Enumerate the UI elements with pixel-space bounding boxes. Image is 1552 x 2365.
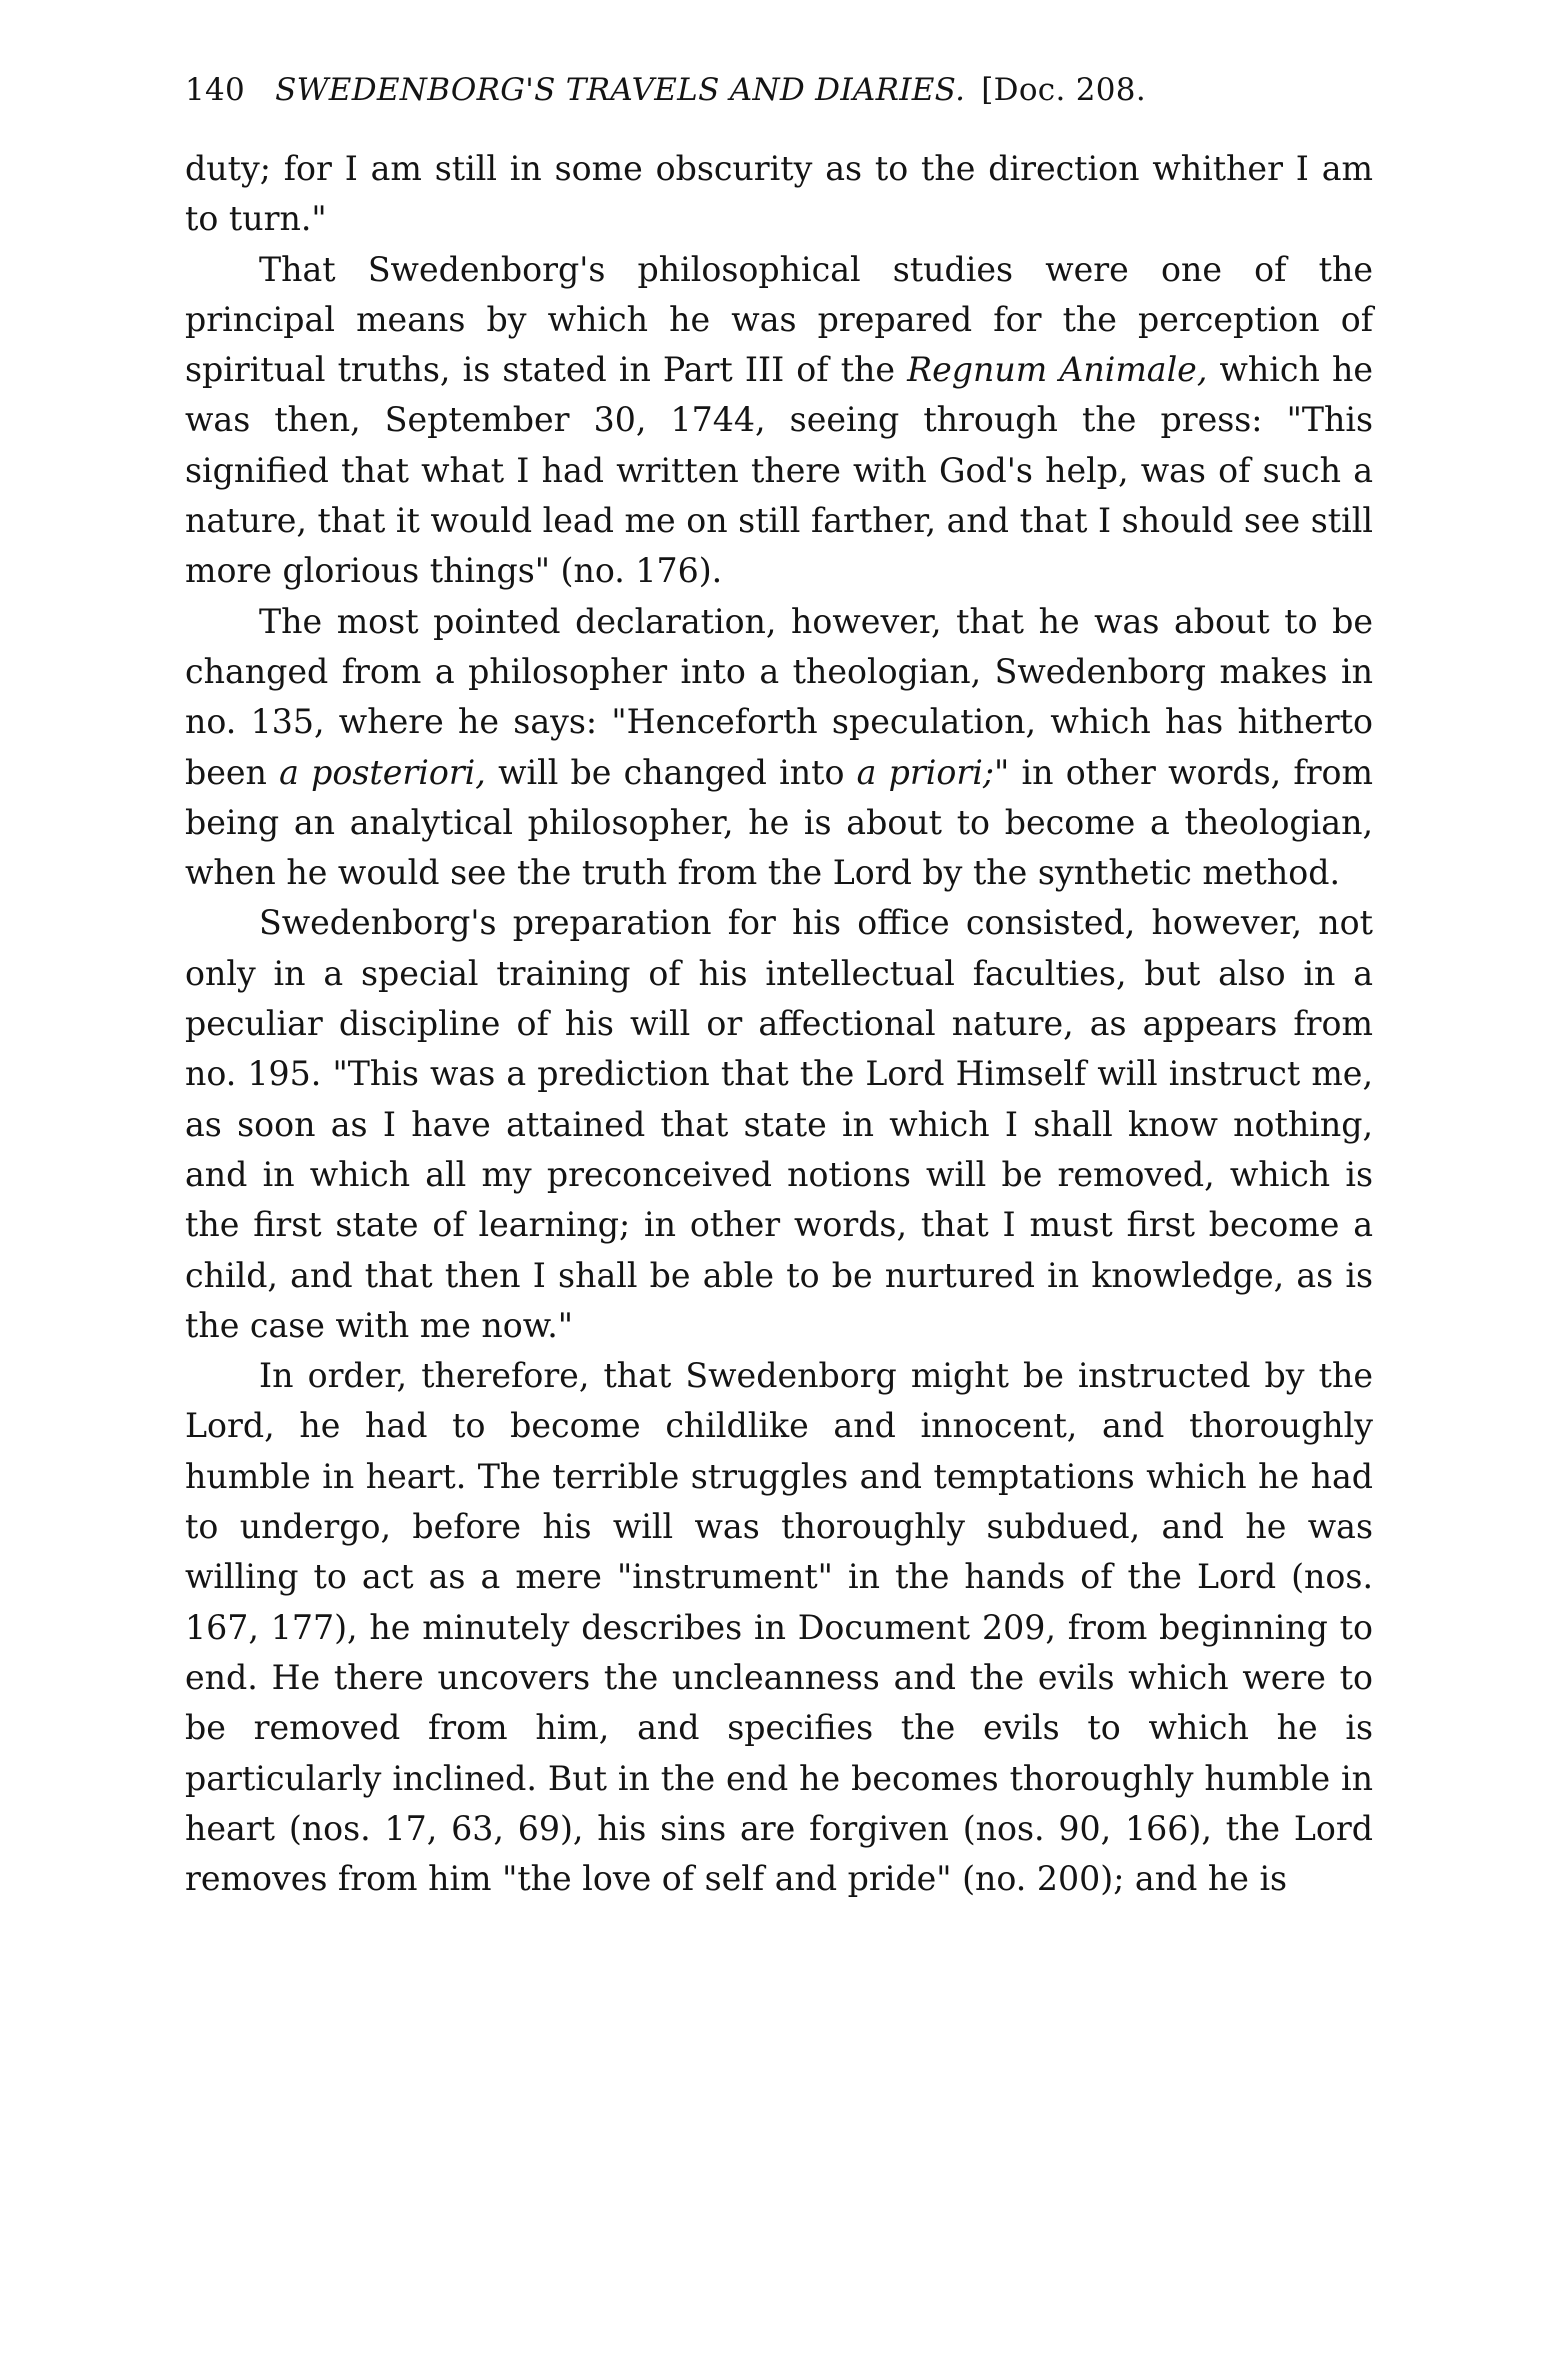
paragraph-3-text-b: will be changed into — [485, 752, 857, 792]
paragraph-4 — [185, 898, 1373, 1351]
document-reference: [Doc. 208. — [981, 72, 1146, 108]
paragraph-5-text: In order, therefore, that Swedenborg might be instructed by the Lord, he had to become childlike and innocent, and thoroughly humble in heart. The terrible struggles and temptations which he had to undergo, before his will was thoroughly subdued, and he was willing to act as a mere "instrument" in the hands of the Lord (nos. 167, 177), he minutely describes in Document 209, from beginning to end. He there uncovers the uncleanness and the evils which were to be removed from him, and specifies the evils to which he is particularly inclined. But in the end he becomes thoroughly humble in heart (nos. 17, 63, 69), his sins are forgiven (nos. 90, 166), the Lord removes from him "the love of self and pride" (no. 200); and he is — [185, 1356, 1373, 1899]
running-title: SWEDENBORG'S TRAVELS AND DIARIES. — [275, 72, 966, 108]
running-head — [185, 62, 1373, 118]
paragraph-2 — [185, 245, 1373, 597]
paragraph-3-text-a: The most pointed declaration, however, that he was about to be changed from a philosopher into a theologian, Swedenborg makes in no. 135, where he says: "Henceforth speculation, which has hitherto been — [185, 601, 1373, 792]
paragraph-4-text: Swedenborg's preparation for his office consisted, however, not only in a special training of his intellectual faculties, but also in a peculiar discipline of his will or affectional nature, as appears from no. 195. "This was a prediction that the Lord Himself will instruct me, as soon as I have attained that state in which I shall know nothing, and in which all my preconceived notions will be removed, which is the first state of learning; in other words, that I must first become a child, and that then I shall be able to be nurtured in knowledge, as is the case with me now." — [185, 903, 1373, 1345]
paragraph-1-text: duty; for I am still in some obscurity as to the direction whither I am to turn." — [185, 149, 1373, 239]
italic-work-title: Regnum Animale, — [907, 350, 1208, 390]
paragraph-5 — [185, 1351, 1373, 1904]
italic-a-priori: a priori; — [856, 752, 995, 792]
paragraph-2-text-b: which he was then, September 30, 1744, seeing through the press: "This signified that what I had written there with God's help, was of such a nature, that it would lead me on still farther, and that I should see still more glorious things" (no. 176). — [185, 350, 1373, 591]
paragraph-2-text-a: That Swedenborg's philosophical studies were one of the principal means by which he was prepared for the perception of spiritual truths, is stated in Part III of the — [185, 249, 1373, 390]
paragraph-3 — [185, 597, 1373, 899]
page-number: 140 — [185, 72, 246, 108]
body-text — [185, 144, 1373, 1904]
paragraph-1 — [185, 144, 1373, 245]
italic-a-posteriori: a posteriori, — [279, 752, 486, 792]
paragraph-3-text-c: " in other words, from being an analytical philosopher, he is about to become a theologian, when he would see the truth from the Lord by the synthetic method. — [185, 752, 1374, 893]
book-page — [185, 62, 1373, 1904]
